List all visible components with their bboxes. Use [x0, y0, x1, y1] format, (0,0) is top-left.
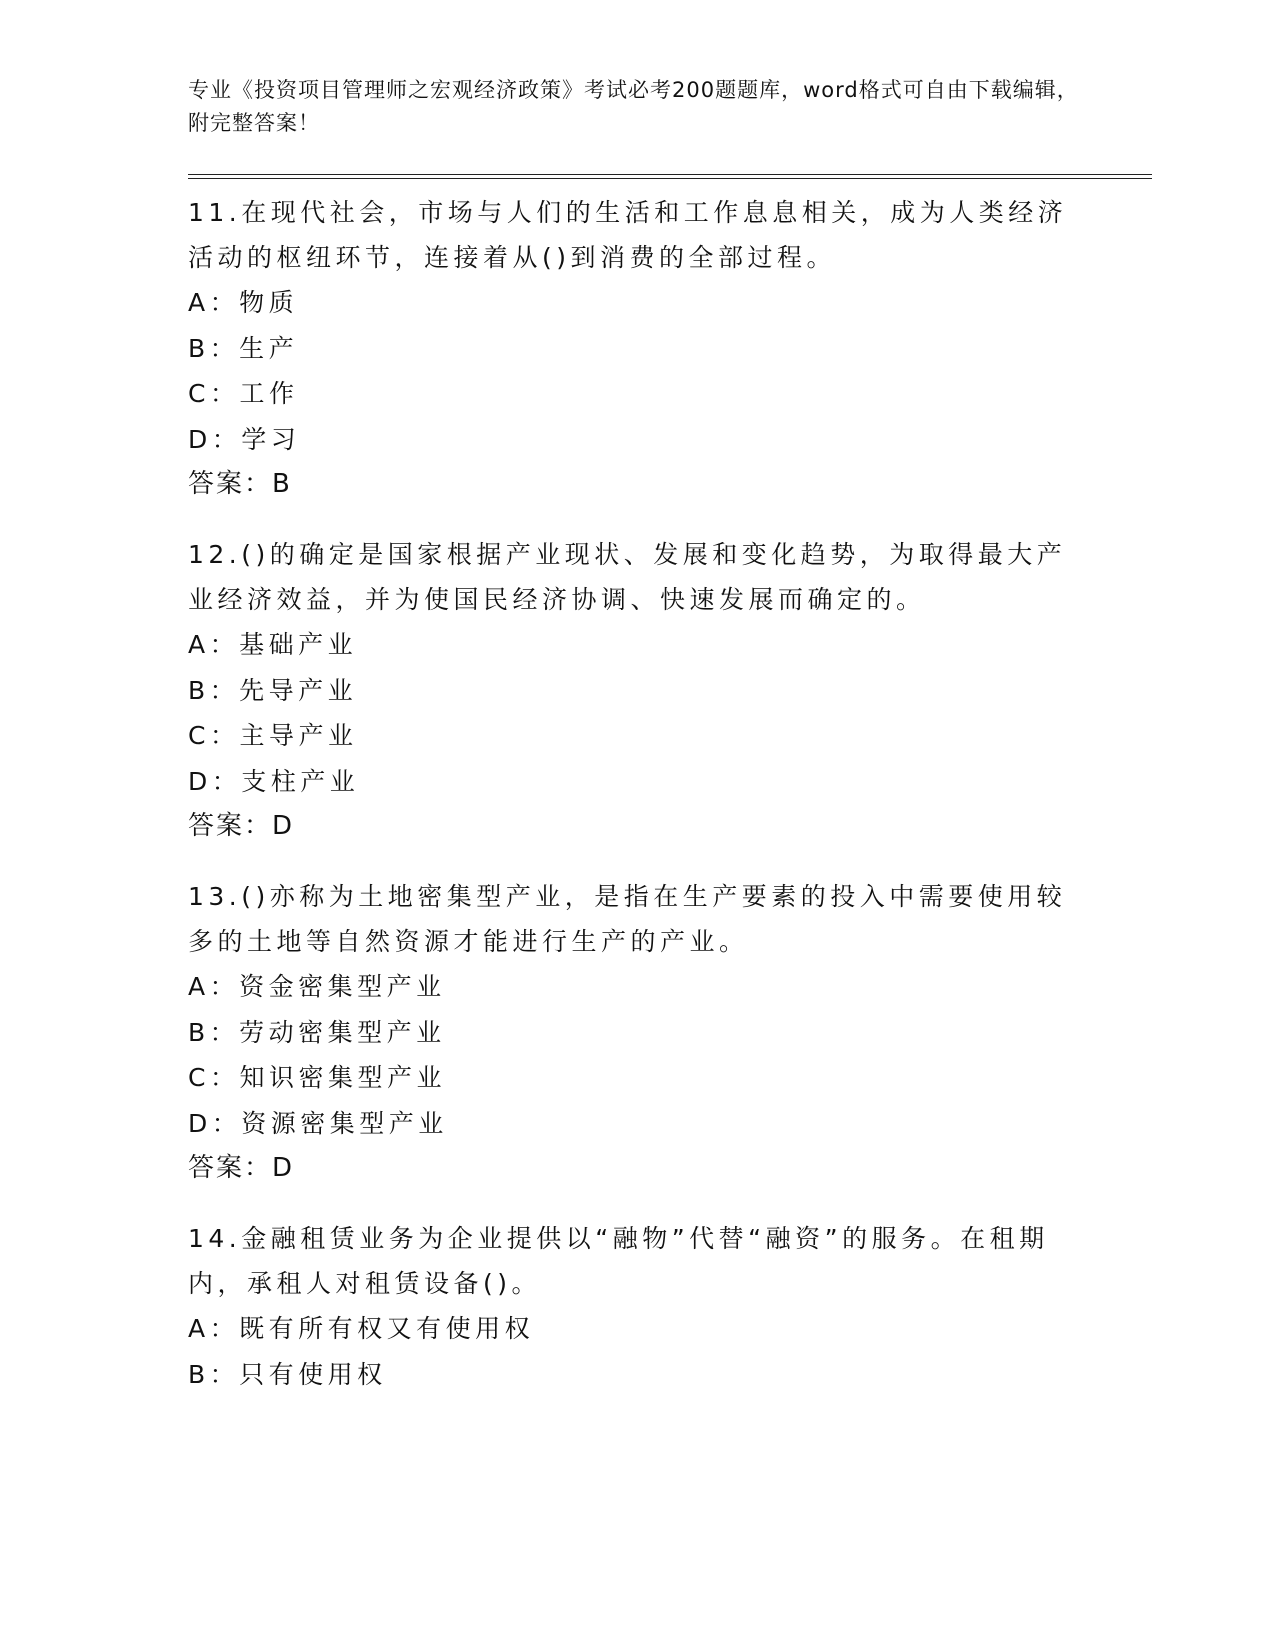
option-d: D：支柱产业	[188, 766, 360, 796]
question-11	[188, 190, 1088, 507]
answer: 答案：D	[188, 1153, 295, 1183]
answer: 答案：D	[188, 811, 295, 841]
question-13	[188, 874, 1088, 1191]
answer: 答案：B	[188, 469, 292, 499]
option-a: A：物质	[188, 288, 299, 317]
option-d: D：学习	[188, 424, 301, 454]
question-12	[188, 532, 1088, 849]
option-b: B：生产	[188, 333, 299, 363]
option-a: A：既有所有权又有使用权	[188, 1314, 535, 1343]
question-text: 13.()亦称为土地密集型产业，是指在生产要素的投入中需要使用较多的土地等自然资源才能进行生产的产业。	[188, 882, 1067, 956]
option-b: B：先导产业	[188, 675, 358, 705]
option-c: C：知识密集型产业	[188, 1063, 446, 1092]
option-b: B：只有使用权	[188, 1359, 387, 1389]
header-double-rule	[188, 174, 1152, 179]
question-text: 11.在现代社会，市场与人们的生活和工作息息相关，成为人类经济活动的枢纽环节，连接着从()到消费的全部过程。	[188, 198, 1068, 272]
document-header: 专业《投资项目管理师之宏观经济政策》考试必考200题题库，word格式可自由下载编辑，附完整答案！	[188, 78, 1079, 135]
question-list	[188, 190, 1088, 1422]
option-c: C：主导产业	[188, 721, 358, 750]
option-a: A：资金密集型产业	[188, 972, 446, 1001]
option-a: A：基础产业	[188, 630, 358, 659]
question-text: 12.()的确定是国家根据产业现状、发展和变化趋势，为取得最大产业经济效益，并为使国民经济协调、快速发展而确定的。	[188, 540, 1067, 614]
question-14	[188, 1216, 1088, 1397]
option-b: B：劳动密集型产业	[188, 1017, 446, 1047]
option-d: D：资源密集型产业	[188, 1108, 448, 1138]
question-text: 14.金融租赁业务为企业提供以“融物”代替“融资”的服务。在租期内，承租人对租赁设备()。	[188, 1224, 1049, 1298]
option-c: C：工作	[188, 379, 299, 408]
